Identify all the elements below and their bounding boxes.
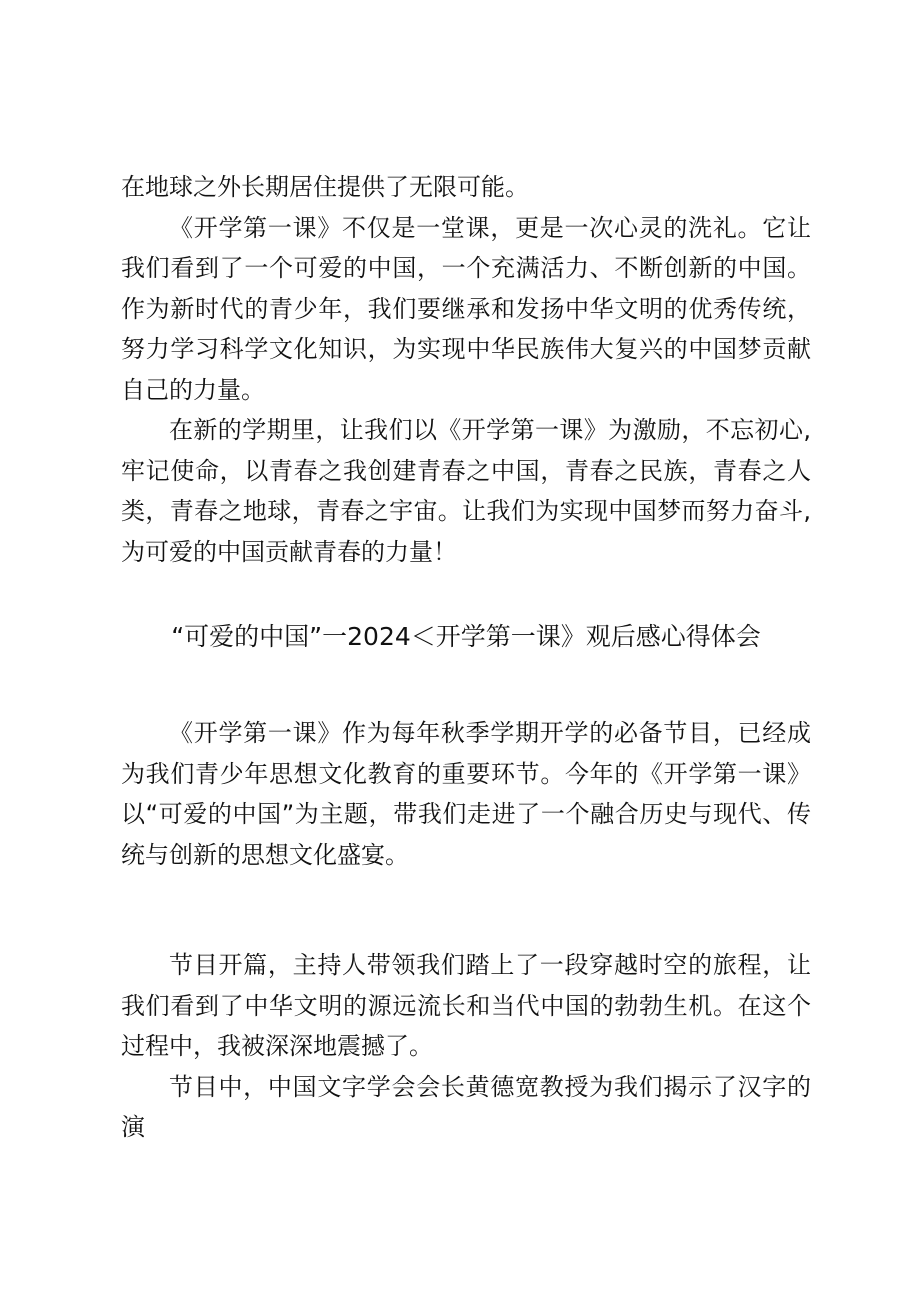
section-continuation bbox=[121, 167, 811, 572]
paragraph-lesson-reflection: 《开学第一课》不仅是一堂课，更是一次心灵的洗礼。它让我们看到了一个可爱的中国，一个充满活力、不断创新的中国。作为新时代的青少年，我们要继承和发扬中华文明的优秀传统，努力学习科学文化知识，为实现中华民族伟大复兴的中国梦贡献自己的力量。 bbox=[121, 213, 811, 404]
paragraph-new-semester: 在新的学期里，让我们以《开学第一课》为激励，不忘初心,牢记使命，以青春之我创建青春之中国，青春之民族，青春之人类，青春之地球，青春之宇宙。让我们为实现中国梦而努力奋斗,为可爱的中国贡献青春的力量！ bbox=[121, 416, 811, 566]
paragraph-program: 节目中，中国文字学会会长黄德宽教授为我们揭示了汉字的演 bbox=[121, 1072, 811, 1141]
section-body bbox=[121, 945, 811, 1148]
paragraph-intro: 《开学第一课》作为每年秋季学期开学的必备节目，已经成为我们青少年思想文化教育的重要环节。今年的《开学第一课》以“可爱的中国”为主题，带我们走进了一个融合历史与现代、传统与创新的思想文化盛宴。 bbox=[121, 719, 811, 869]
section-intro bbox=[121, 713, 811, 875]
paragraph-continued: 在地球之外长期居住提供了无限可能。 bbox=[121, 173, 529, 201]
article-title: “可爱的中国”一2024＜开学第一课》观后感心得体会 bbox=[171, 622, 761, 651]
paragraph-opening: 节目开篇，主持人带领我们踏上了一段穿越时空的旅程，让我们看到了中华文明的源远流长和当代中国的勃勃生机。在这个过程中，我被深深地震撼了。 bbox=[121, 951, 811, 1060]
